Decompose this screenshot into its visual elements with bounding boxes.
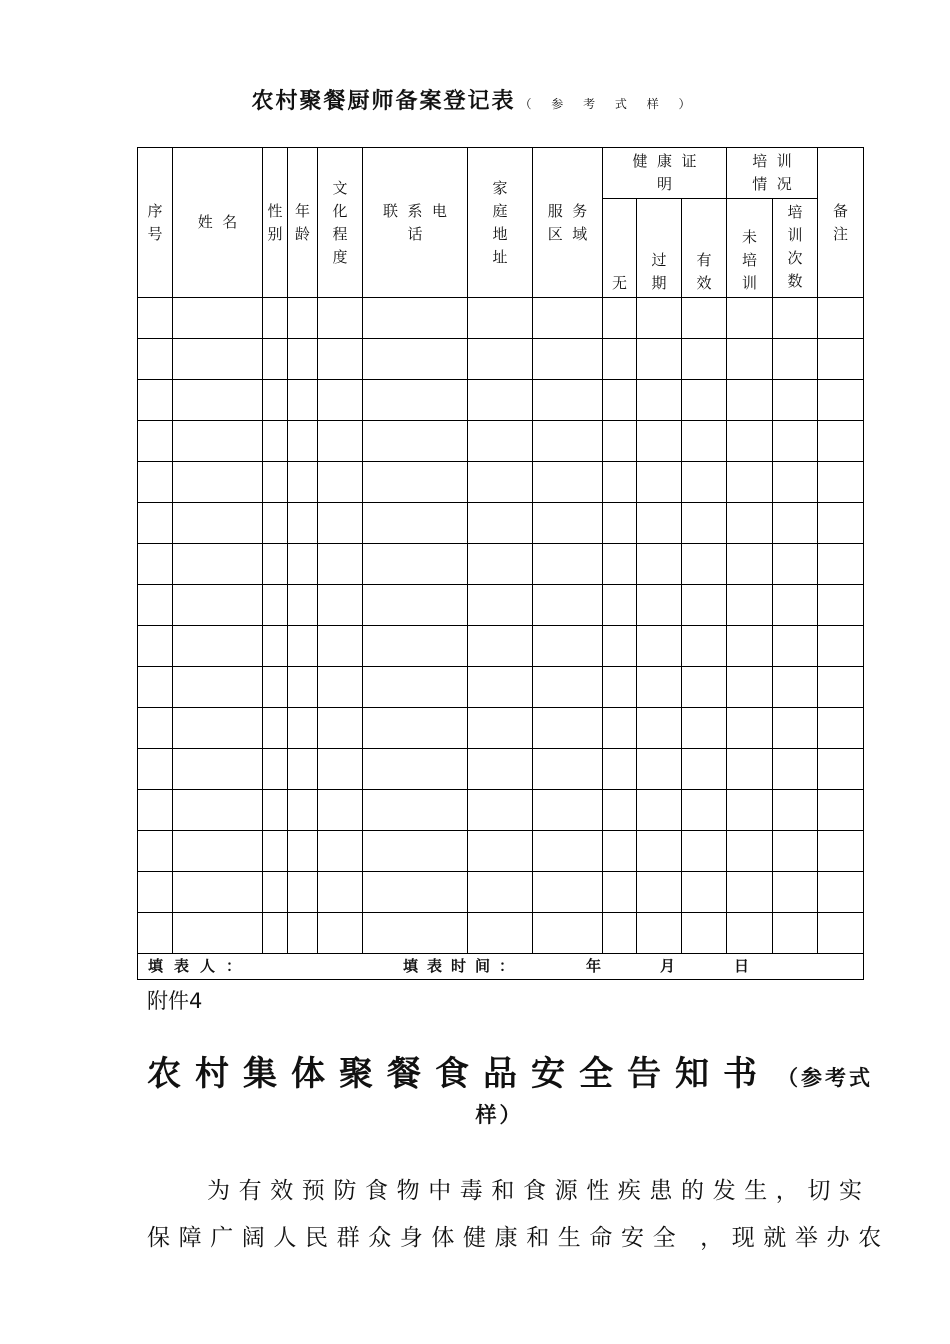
year-label: 年: [586, 957, 602, 975]
table-cell[interactable]: [637, 708, 682, 749]
table-cell[interactable]: [288, 503, 318, 544]
table-cell[interactable]: [138, 298, 173, 339]
table-cell[interactable]: [138, 503, 173, 544]
table-cell[interactable]: [468, 626, 533, 667]
filler-label: 填表人：: [148, 957, 253, 975]
table-cell[interactable]: [318, 667, 363, 708]
table-cell[interactable]: [533, 462, 603, 503]
table-cell[interactable]: [818, 298, 864, 339]
table-row: [138, 749, 864, 790]
table-cell[interactable]: [773, 831, 818, 872]
table-cell[interactable]: [363, 380, 468, 421]
table-cell[interactable]: [288, 298, 318, 339]
form-title-main: 农村聚餐厨师备案登记表: [251, 88, 516, 114]
table-cell[interactable]: [263, 298, 288, 339]
table-cell[interactable]: [263, 790, 288, 831]
table-cell[interactable]: [818, 585, 864, 626]
table-cell[interactable]: [637, 626, 682, 667]
table-cell[interactable]: [318, 790, 363, 831]
table-cell[interactable]: [603, 626, 637, 667]
table-cell[interactable]: [773, 380, 818, 421]
table-cell[interactable]: [637, 462, 682, 503]
table-cell[interactable]: [533, 421, 603, 462]
header-address: 家 庭 地 址: [468, 148, 533, 298]
table-cell[interactable]: [533, 790, 603, 831]
table-cell[interactable]: [727, 380, 773, 421]
table-cell[interactable]: [138, 421, 173, 462]
table-footer: [138, 954, 864, 980]
table-cell[interactable]: [818, 421, 864, 462]
table-cell[interactable]: [682, 667, 727, 708]
table-cell[interactable]: [173, 913, 263, 954]
table-cell[interactable]: [468, 708, 533, 749]
table-cell[interactable]: [818, 913, 864, 954]
table-row: [138, 462, 864, 503]
table-cell[interactable]: [773, 339, 818, 380]
table-cell[interactable]: [318, 298, 363, 339]
table-cell[interactable]: [363, 831, 468, 872]
table-cell[interactable]: [637, 667, 682, 708]
table-cell[interactable]: [138, 667, 173, 708]
table-cell[interactable]: [682, 462, 727, 503]
table-cell[interactable]: [173, 626, 263, 667]
table-cell[interactable]: [727, 626, 773, 667]
table-cell[interactable]: [138, 462, 173, 503]
form-title: [0, 84, 950, 115]
table-cell[interactable]: [318, 339, 363, 380]
table-cell[interactable]: [138, 831, 173, 872]
table-cell[interactable]: [363, 339, 468, 380]
table-cell[interactable]: [363, 667, 468, 708]
table-cell[interactable]: [773, 749, 818, 790]
table-row: [138, 298, 864, 339]
table-cell[interactable]: [318, 585, 363, 626]
header-health-cert: 健 康 证 明: [603, 148, 727, 199]
table-cell[interactable]: [818, 380, 864, 421]
header-health-expired: 过 期: [637, 199, 682, 298]
table-cell[interactable]: [773, 913, 818, 954]
table-cell[interactable]: [533, 749, 603, 790]
table-cell[interactable]: [773, 585, 818, 626]
table-row: [138, 708, 864, 749]
table-cell[interactable]: [468, 339, 533, 380]
table-row: [138, 872, 864, 913]
table-cell[interactable]: [818, 503, 864, 544]
table-cell[interactable]: [468, 462, 533, 503]
table-cell[interactable]: [533, 913, 603, 954]
table-cell[interactable]: [263, 339, 288, 380]
table-cell[interactable]: [637, 298, 682, 339]
table-row: [138, 421, 864, 462]
table-cell[interactable]: [263, 626, 288, 667]
table-cell[interactable]: [173, 667, 263, 708]
table-cell[interactable]: [637, 421, 682, 462]
table-cell[interactable]: [263, 544, 288, 585]
table-cell[interactable]: [533, 872, 603, 913]
header-training: 培 训 情 况: [727, 148, 818, 199]
table-cell[interactable]: [727, 790, 773, 831]
table-cell[interactable]: [533, 380, 603, 421]
table-row: [138, 626, 864, 667]
table-cell[interactable]: [263, 503, 288, 544]
table-row: [138, 790, 864, 831]
table-cell[interactable]: [727, 503, 773, 544]
table-cell[interactable]: [637, 380, 682, 421]
table-cell[interactable]: [603, 462, 637, 503]
table-cell[interactable]: [138, 380, 173, 421]
table-cell[interactable]: [818, 872, 864, 913]
table-cell[interactable]: [533, 667, 603, 708]
table-cell[interactable]: [682, 872, 727, 913]
table-cell[interactable]: [468, 503, 533, 544]
table-cell[interactable]: [468, 667, 533, 708]
header-remarks: 备 注: [818, 148, 864, 298]
table-row: [138, 544, 864, 585]
table-cell[interactable]: [773, 626, 818, 667]
table-row: [138, 831, 864, 872]
table-cell[interactable]: [138, 872, 173, 913]
table-cell[interactable]: [468, 790, 533, 831]
registration-table: [137, 147, 864, 980]
table-cell[interactable]: [637, 831, 682, 872]
table-cell[interactable]: [682, 421, 727, 462]
table-cell[interactable]: [818, 626, 864, 667]
notice-title-main: 农村集体聚餐食品安全告知书: [147, 1054, 771, 1094]
table-row: [138, 380, 864, 421]
table-cell[interactable]: [263, 421, 288, 462]
table-cell[interactable]: [138, 790, 173, 831]
table-cell[interactable]: [468, 831, 533, 872]
table-cell[interactable]: [727, 544, 773, 585]
table-cell[interactable]: [682, 708, 727, 749]
table-cell[interactable]: [318, 708, 363, 749]
table-cell[interactable]: [468, 544, 533, 585]
table-cell[interactable]: [603, 831, 637, 872]
table-cell[interactable]: [288, 339, 318, 380]
table-cell[interactable]: [533, 503, 603, 544]
table-cell[interactable]: [138, 708, 173, 749]
table-cell[interactable]: [727, 421, 773, 462]
table-cell[interactable]: [773, 544, 818, 585]
table-cell[interactable]: [173, 749, 263, 790]
table-cell[interactable]: [263, 749, 288, 790]
table-cell[interactable]: [727, 667, 773, 708]
table-cell[interactable]: [727, 749, 773, 790]
table-cell[interactable]: [363, 749, 468, 790]
month-label: 月: [660, 957, 676, 975]
header-phone: 联 系 电 话: [363, 148, 468, 298]
table-cell[interactable]: [468, 913, 533, 954]
table-cell[interactable]: [288, 872, 318, 913]
table-cell[interactable]: [173, 831, 263, 872]
table-cell[interactable]: [363, 790, 468, 831]
table-cell[interactable]: [533, 544, 603, 585]
table-cell[interactable]: [468, 872, 533, 913]
table-cell[interactable]: [682, 544, 727, 585]
table-cell[interactable]: [318, 421, 363, 462]
table-cell[interactable]: [173, 544, 263, 585]
table-cell[interactable]: [637, 339, 682, 380]
table-cell[interactable]: [288, 790, 318, 831]
header-service-area: 服 务 区 域: [533, 148, 603, 298]
table-cell[interactable]: [173, 380, 263, 421]
table-cell[interactable]: [727, 339, 773, 380]
table-cell[interactable]: [288, 380, 318, 421]
table-cell[interactable]: [603, 585, 637, 626]
paragraph-line-1: 为有效预防食物中毒和食源性疾患的发生，切实: [207, 1178, 871, 1204]
table-cell[interactable]: [603, 790, 637, 831]
table-cell[interactable]: [727, 462, 773, 503]
table-cell[interactable]: [682, 585, 727, 626]
table-cell[interactable]: [682, 503, 727, 544]
table-cell[interactable]: [818, 749, 864, 790]
table-cell[interactable]: [818, 462, 864, 503]
table-cell[interactable]: [468, 749, 533, 790]
table-cell[interactable]: [682, 298, 727, 339]
table-cell[interactable]: [468, 421, 533, 462]
table-cell[interactable]: [603, 872, 637, 913]
table-cell[interactable]: [263, 667, 288, 708]
table-cell[interactable]: [603, 298, 637, 339]
table-cell[interactable]: [773, 667, 818, 708]
table-cell[interactable]: [727, 585, 773, 626]
table-cell[interactable]: [682, 380, 727, 421]
table-cell[interactable]: [363, 298, 468, 339]
notice-title-sub: （参考式: [777, 1065, 873, 1090]
table-cell[interactable]: [727, 913, 773, 954]
table-cell[interactable]: [288, 749, 318, 790]
table-cell[interactable]: [603, 667, 637, 708]
table-cell[interactable]: [603, 503, 637, 544]
header-age: 年 龄: [288, 148, 318, 298]
table-cell[interactable]: [682, 913, 727, 954]
table-cell[interactable]: [603, 421, 637, 462]
table-cell[interactable]: [138, 626, 173, 667]
table-cell[interactable]: [682, 790, 727, 831]
table-cell[interactable]: [773, 462, 818, 503]
table-cell[interactable]: [318, 380, 363, 421]
table-cell[interactable]: [138, 585, 173, 626]
table-cell[interactable]: [318, 913, 363, 954]
table-cell[interactable]: [727, 831, 773, 872]
table-cell[interactable]: [727, 872, 773, 913]
table-cell[interactable]: [318, 872, 363, 913]
table-cell[interactable]: [603, 913, 637, 954]
table-cell[interactable]: [263, 831, 288, 872]
table-cell[interactable]: [468, 298, 533, 339]
table-row: [138, 913, 864, 954]
table-cell[interactable]: [138, 913, 173, 954]
table-cell[interactable]: [288, 421, 318, 462]
table-cell[interactable]: [318, 831, 363, 872]
table-cell[interactable]: [603, 544, 637, 585]
paragraph-line-2: 保障广阔人民群众身体健康和生命安全 ，现就举办农: [147, 1225, 890, 1251]
table-row: [138, 585, 864, 626]
table-cell[interactable]: [288, 626, 318, 667]
table-cell[interactable]: [138, 749, 173, 790]
table-cell[interactable]: [533, 298, 603, 339]
table-cell[interactable]: [468, 380, 533, 421]
table-cell[interactable]: [637, 585, 682, 626]
table-cell[interactable]: [173, 708, 263, 749]
table-cell[interactable]: [363, 872, 468, 913]
table-cell[interactable]: [363, 585, 468, 626]
table-cell[interactable]: [363, 708, 468, 749]
table-cell[interactable]: [818, 790, 864, 831]
table-cell[interactable]: [318, 503, 363, 544]
table-cell[interactable]: [318, 626, 363, 667]
table-cell[interactable]: [263, 585, 288, 626]
table-cell[interactable]: [173, 462, 263, 503]
table-cell[interactable]: [637, 749, 682, 790]
table-cell[interactable]: [637, 913, 682, 954]
table-cell[interactable]: [603, 749, 637, 790]
table-cell[interactable]: [773, 708, 818, 749]
table-cell[interactable]: [468, 585, 533, 626]
table-cell[interactable]: [533, 626, 603, 667]
table-cell[interactable]: [637, 872, 682, 913]
header-gender: 性 别: [263, 148, 288, 298]
form-title-sub: （ 参 考 式 样 ）: [519, 97, 699, 111]
table-cell[interactable]: [773, 790, 818, 831]
fill-time-label: 填表时间：: [403, 957, 524, 975]
table-cell[interactable]: [263, 708, 288, 749]
table-cell[interactable]: [818, 339, 864, 380]
header-training-count: 培 训 次 数: [773, 199, 818, 298]
table-cell[interactable]: [288, 544, 318, 585]
table-cell[interactable]: [637, 790, 682, 831]
table-cell[interactable]: [173, 339, 263, 380]
table-cell[interactable]: [533, 831, 603, 872]
table-cell[interactable]: [173, 790, 263, 831]
table-cell[interactable]: [363, 503, 468, 544]
header-name: 姓 名: [173, 148, 263, 298]
table-cell[interactable]: [288, 831, 318, 872]
header-training-none: 未 培 训: [727, 199, 773, 298]
table-cell[interactable]: [138, 544, 173, 585]
table-cell[interactable]: [773, 421, 818, 462]
table-row: [138, 503, 864, 544]
table-cell[interactable]: [603, 708, 637, 749]
table-cell[interactable]: [173, 298, 263, 339]
table-cell[interactable]: [818, 708, 864, 749]
table-cell[interactable]: [173, 503, 263, 544]
table-cell[interactable]: [318, 749, 363, 790]
table-cell[interactable]: [773, 298, 818, 339]
table-row: [138, 339, 864, 380]
table-cell[interactable]: [288, 462, 318, 503]
table-cell[interactable]: [773, 872, 818, 913]
table-cell[interactable]: [533, 339, 603, 380]
table-cell[interactable]: [288, 585, 318, 626]
notice-title: [147, 1046, 873, 1129]
table-cell[interactable]: [603, 339, 637, 380]
table-cell[interactable]: [773, 503, 818, 544]
table-cell[interactable]: [318, 462, 363, 503]
day-label: 日: [734, 957, 750, 975]
table-cell[interactable]: [533, 585, 603, 626]
header-education: 文 化 程 度: [318, 148, 363, 298]
table-cell[interactable]: [138, 339, 173, 380]
table-cell[interactable]: [263, 913, 288, 954]
attachment-label: 附件4: [147, 989, 203, 1013]
table-cell[interactable]: [818, 544, 864, 585]
table-cell[interactable]: [173, 421, 263, 462]
header-health-valid: 有 效: [682, 199, 727, 298]
table-cell[interactable]: [288, 667, 318, 708]
table-cell[interactable]: [363, 462, 468, 503]
table-cell[interactable]: [727, 708, 773, 749]
table-cell[interactable]: [263, 462, 288, 503]
table-cell[interactable]: [288, 913, 318, 954]
notice-title-sub-cont: 样）: [475, 1102, 524, 1127]
table-cell[interactable]: [818, 831, 864, 872]
table-cell[interactable]: [727, 298, 773, 339]
table-cell[interactable]: [173, 585, 263, 626]
table-row: [138, 667, 864, 708]
table-cell[interactable]: [533, 708, 603, 749]
table-cell[interactable]: [682, 831, 727, 872]
table-cell[interactable]: [173, 872, 263, 913]
table-cell[interactable]: [318, 544, 363, 585]
table-cell[interactable]: [637, 503, 682, 544]
table-cell[interactable]: [603, 380, 637, 421]
table-cell[interactable]: [682, 339, 727, 380]
table-cell[interactable]: [263, 872, 288, 913]
header-health-none: 无: [603, 199, 637, 298]
table-cell[interactable]: [637, 544, 682, 585]
table-cell[interactable]: [363, 421, 468, 462]
table-cell[interactable]: [363, 913, 468, 954]
table-cell[interactable]: [363, 544, 468, 585]
table-cell[interactable]: [363, 626, 468, 667]
table-cell[interactable]: [682, 749, 727, 790]
header-seq: 序 号: [138, 148, 173, 298]
table-cell[interactable]: [263, 380, 288, 421]
table-cell[interactable]: [818, 667, 864, 708]
table-cell[interactable]: [682, 626, 727, 667]
table-cell[interactable]: [288, 708, 318, 749]
